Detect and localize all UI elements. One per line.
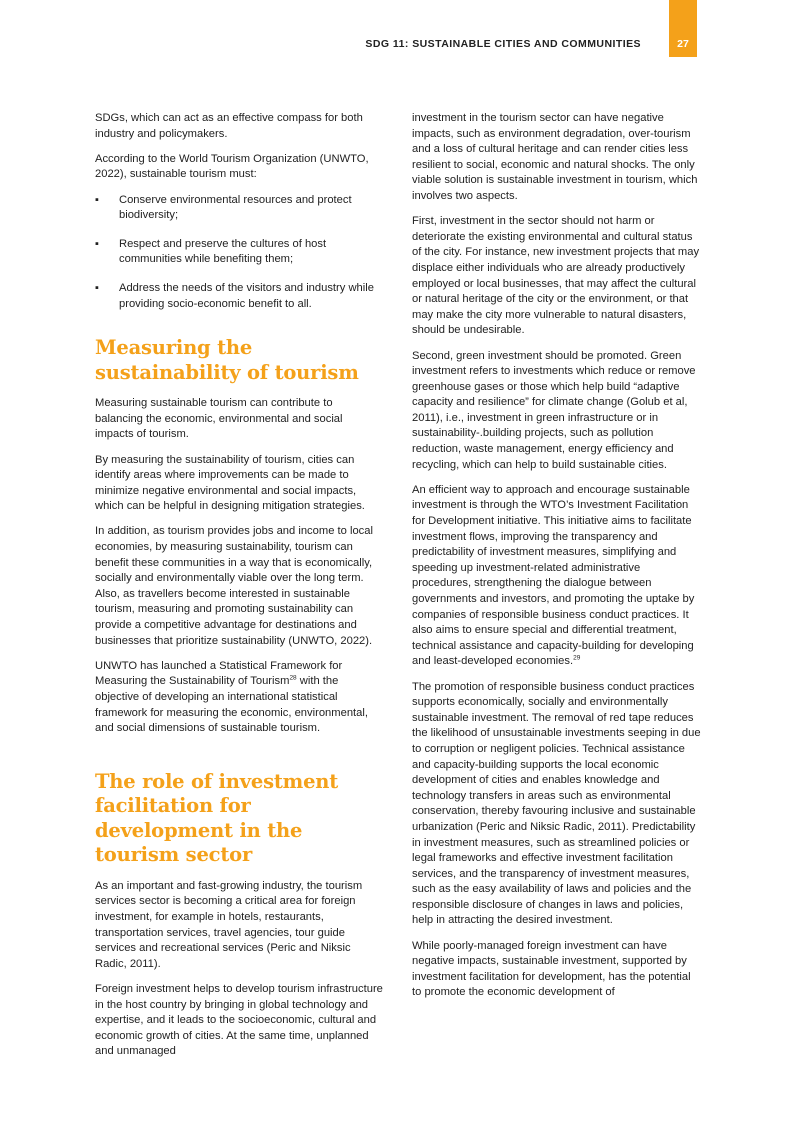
paragraph-unwto: According to the World Tourism Organization (UNWTO, 2022), sustainable tourism must: [95,152,369,181]
paragraph-invest-2: Foreign investment helps to develop tourism infrastructure in the host country by bringing in global technology and expertise, and it leads to the socioeconomic, cultural and economic growth of cities. At the same time, unplanned and unmanaged [95,982,383,1058]
paragraph-invest-1: As an important and fast-growing industry, the tourism services sector is becoming a critical area for foreign investment, for example in hotels, restaurants, transportation services, travel agencies, tour guide services and recreational services (Peric and Niksic Radic, 2011). [95,879,363,970]
paragraph-intro: SDGs, which can act as an effective compass for both industry and policymakers. [95,112,363,140]
paragraph-measure-1: Measuring sustainable tourism can contribute to balancing the economic, environmental and social impacts of tourism. [95,397,343,441]
list-item-text: Respect and preserve the cultures of host communities while benefiting them; [119,237,327,266]
sustainable-tourism-list [95,193,383,313]
list-item-text: Conserve environmental resources and protect biodiversity; [119,193,352,222]
paragraph-second-aspect: Second, green investment should be promoted. Green investment refers to investments which reduce or remove greenhouse gases or those which help build “adaptive capacity and resilience” for climate change (Golub et al, 2011), i.e., investment in green infrastructure or in sustainability-.building projects, such as pollution reduction, waste management, energy efficiency and recycling, which can help to build sustainable cities. [412,349,696,471]
paragraph-measure-2: By measuring the sustainability of tourism, cities can identify areas where improvements can be made to minimize negative environmental and social impacts, which can be helpful in designing mitigation strategies. [95,453,365,513]
footnote-ref-28[interactable]: 28 [289,674,297,682]
bullet-marker: ▪ [95,237,99,250]
right-column [412,111,702,1011]
page-number-tab: 27 [669,0,697,57]
paragraph-wto-initiative [412,483,702,670]
left-column [95,111,383,1070]
bullet-marker: ▪ [95,281,99,294]
paragraph-text: An efficient way to approach and encourage sustainable investment is through the WTO’s Investment Facilitation for Development initiative. This initiative aims to facilitate investment flows, improving the transparency and predictability of investment measures, simplifying and speeding up investment-related administrative procedures, strengthening the dialogue between governments and investors, and promoting the uptake by companies of responsible business conduct practices. It also aims to ensure special and differential treatment, technical assistance and capacity-building for developing and least-developed economies. [412,483,695,668]
paragraph-text: UNWTO has launched a Statistical Framework for Measuring the Sustainability of Tourism [95,659,343,688]
list-item [95,281,383,312]
list-item-text: Address the needs of the visitors and industry while providing socio-economic benefit to all. [119,281,374,310]
paragraph-conclusion: While poorly-managed foreign investment can have negative impacts, sustainable investment, supported by investment facilitation for development, has the potential to promote the economic development of [412,939,691,999]
paragraph-first-aspect: First, investment in the sector should not harm or deteriorate the existing environmental and cultural status of the city. For instance, new investment projects that may displace either individuals who are already productively employed or local businesses, that may affect the cultural or natural heritage of the city or the environment, or that may make the city more vulnerable to natural disasters, should be undesirable. [412,215,700,337]
paragraph-measure-4 [95,659,383,737]
paragraph-text: with the objective of developing an international statistical framework for measuring the economic, environmental, and social dimensions of sustainable tourism. [95,675,368,735]
footnote-ref-29[interactable]: 29 [573,654,581,662]
section-heading-investment: The role of investment facilitation for development in the tourism sector [95,769,339,867]
running-header: SDG 11: SUSTAINABLE CITIES AND COMMUNITIES [365,38,641,50]
list-item [95,193,383,224]
list-item [95,237,383,268]
paragraph-negative-impacts: investment in the tourism sector can have negative impacts, such as environment degradation, over-tourism and a loss of cultural heritage and can render cities less resilient to social, economic and natural shocks. The only viable solution is sustainable investment in tourism, which involves two aspects. [412,112,698,202]
section-heading-measuring: Measuring the sustainability of tourism [95,336,359,384]
paragraph-measure-3: In addition, as tourism provides jobs and income to local economies, by measuring sustainability, tourism can benefit these communities in a way that is economically, socially and environmentally viable over the long term. Also, as travellers become interested in sustainable tourism, measuring and promoting sustainability can provide a competitive advantage for destinations and businesses that prioritize sustainability (UNWTO, 2022). [95,525,373,647]
paragraph-responsible-conduct: The promotion of responsible business conduct practices supports economically, socially and environmentally sustainable investment. The removal of red tape reduces the likelihood of unsustainable investments seeping in due to corruption or negligent policies. Technical assistance and capacity-building supports the local economic development of cities and enables knowledge and technology transfers in areas such as environmental conservation, thereby favouring inclusive and sustainable urbanization (Peric and Niksic Radic, 2011). Predictability in investment measures, such as streamlined policies or legal frameworks and effective investment facilitation services, and the transparency of investment measures, such as the easy availability of laws and policies and the responsible disclosure of changes in laws and policies, help in attracting the desired investment. [412,680,701,927]
bullet-marker: ▪ [95,193,99,206]
